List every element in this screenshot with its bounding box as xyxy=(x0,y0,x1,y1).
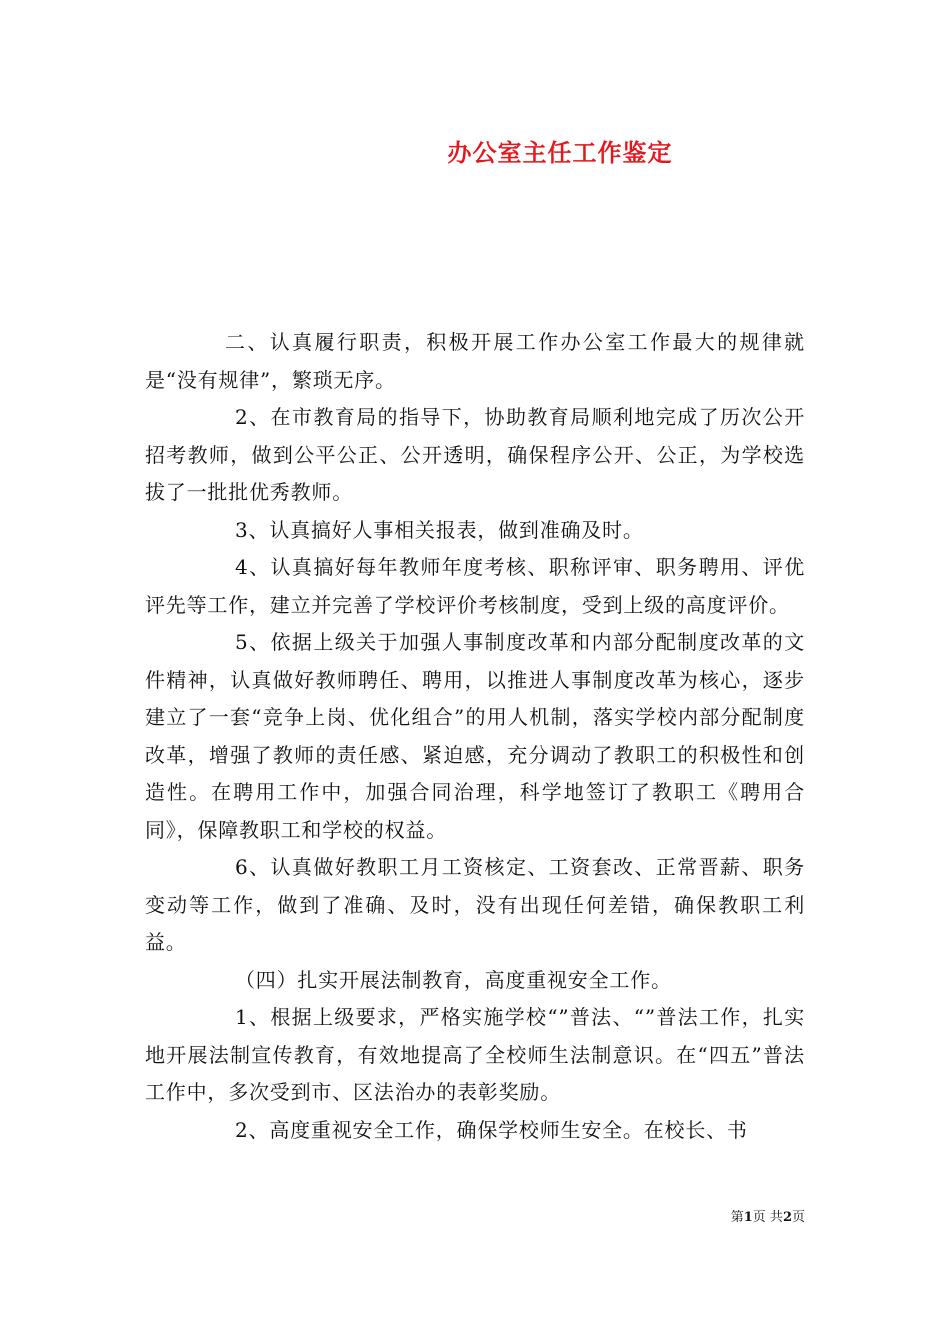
paragraph: 6、认真做好教职工月工资核定、工资套改、正常晋薪、职务变动等工作，做到了准确、及时，没有出现任何差错，确保教职工利益。 xyxy=(145,855,805,954)
page-footer xyxy=(731,1206,805,1225)
paragraph: 4、认真搞好每年教师年度考核、职称评审、职务聘用、评优评先等工作，建立并完善了学校评价考核制度，受到上级的高度评价。 xyxy=(145,555,805,617)
footer-page-number: 1 xyxy=(743,1210,753,1225)
paragraph: 2、在市教育局的指导下，协助教育局顺利地完成了历次公开招考教师，做到公平公正、公开透明，确保程序公开、公正，为学校选拔了一批批优秀教师。 xyxy=(145,405,805,504)
footer-total-pages: 2 xyxy=(782,1210,792,1225)
document-body xyxy=(145,324,805,1149)
paragraph: 3、认真搞好人事相关报表，做到准确及时。 xyxy=(235,517,644,542)
paragraph: 二、认真履行职责，积极开展工作办公室工作最大的规律就是“没有规律”，繁琐无序。 xyxy=(145,330,805,392)
footer-suffix: 页 xyxy=(791,1210,805,1225)
footer-prefix: 第 xyxy=(730,1210,744,1225)
footer-middle: 页 共 xyxy=(752,1210,783,1225)
paragraph: 1、根据上级要求，严格实施学校“”普法、“”普法工作，扎实地开展法制宣传教育，有效地提高了全校师生法制意识。在“四五”普法工作中，多次受到市、区法治办的表彰奖励。 xyxy=(145,1005,805,1104)
document-title: 办公室主任工作鉴定 xyxy=(447,138,673,167)
paragraph: （四）扎实开展法制教育，高度重视安全工作。 xyxy=(235,967,672,992)
paragraph: 5、依据上级关于加强人事制度改革和内部分配制度改革的文件精神，认真做好教师聘任、聘用，以推进人事制度改革为核心，逐步建立了一套“竞争上岗、优化组合”的用人机制，落实学校内部分配制度改革，增强了教师的责任感、紧迫感，充分调动了教职工的积极性和创造性。在聘用工作中，加强合同治理，科学地签订了教职工《聘用合同》，保障教职工和学校的权益。 xyxy=(145,630,805,842)
paragraph: 2、高度重视安全工作，确保学校师生安全。在校长、书 xyxy=(235,1117,748,1142)
